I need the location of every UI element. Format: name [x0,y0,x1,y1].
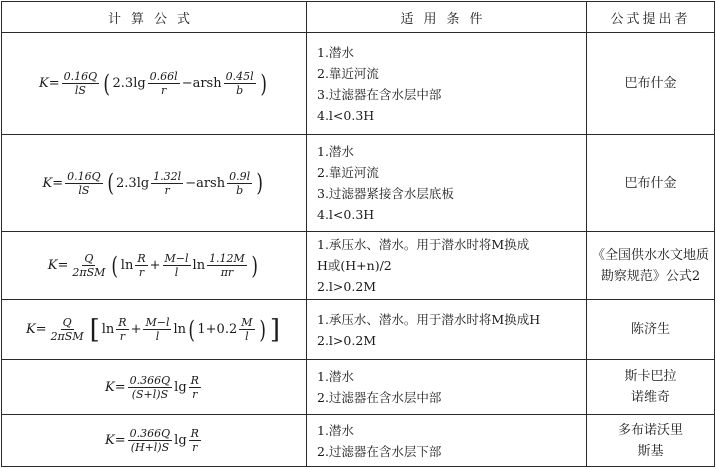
condition-item: 2.l>0.2M [317,279,377,294]
formula-cell [2,360,307,415]
formula-cell [2,135,307,232]
author-cell [587,135,715,232]
fraction [189,374,201,401]
fraction [189,427,201,454]
formula-term: 2.3lg [112,76,146,91]
left-paren: ( [103,69,111,98]
left-paren: ( [107,169,114,197]
formula [48,252,260,279]
table-row [2,33,715,135]
fraction-den: r [192,387,198,401]
fraction-den: r [119,330,126,343]
formula [105,427,203,454]
right-paren: ) [256,169,264,197]
fraction-den: r [192,441,198,454]
fraction-num: 0.45l [225,70,254,83]
coef-num: 0.16Q [63,70,98,83]
coef-fraction [49,316,86,343]
author-cell [587,232,715,300]
fraction [135,252,147,279]
fraction [163,252,191,279]
coef-den: 2πSM [72,266,106,279]
formula [105,374,203,401]
formula-term: 2.3lg [116,175,150,191]
header-conditions: 适用条件 [307,2,587,33]
author-name: 勘察规范》公式2 [600,268,701,284]
fraction-num: M−l [145,316,170,329]
author-name: 斯卡巴拉 [624,369,677,384]
fraction-den: πr [220,266,234,279]
fraction-num: 0.66l [149,70,178,83]
fraction [227,170,252,197]
formula-term: + [149,258,161,273]
coef-fraction [128,374,173,401]
coef-fraction [70,252,107,279]
condition-item: 1.潜水 [317,44,354,60]
fraction-den: b [236,183,244,197]
condition-item: 2.靠近河流 [317,165,379,180]
fraction [143,316,171,343]
formula-term: ln [173,322,187,337]
conditions-cell [307,135,587,232]
coef-fraction [65,170,103,197]
formula [39,70,269,97]
fraction-num: 1.32l [153,169,182,183]
formula-term: lg [174,379,187,395]
condition-item: 4.l<0.3H [317,107,375,123]
condition-item: 1.潜水 [317,422,354,438]
header-row [2,2,715,33]
formula-term: lg [174,433,187,448]
right-paren: ) [260,69,267,98]
coef-den: lS [78,183,90,197]
coef-num: 0.366Q [129,373,171,387]
formula-cell [2,232,307,300]
fraction [239,316,254,343]
condition-item: 1.潜水 [317,144,354,159]
fraction-num: R [190,373,199,387]
fraction-den: r [138,266,145,279]
fraction-den: b [236,84,244,97]
fraction [207,252,247,279]
formula-lhs: K= [105,379,126,395]
table-row [2,232,715,300]
fraction-num: R [190,427,199,440]
fraction-num: M [241,316,253,329]
left-paren: ( [188,315,195,344]
author-name: 巴布什金 [624,76,677,91]
formula-term: −arsh [185,175,226,191]
formula-table [1,1,715,467]
formula-lhs: K= [25,322,47,337]
condition-item: 1.潜水 [317,369,354,384]
fraction-den: l [174,266,179,279]
formula-cell [2,33,307,135]
author-cell [587,415,715,467]
conditions-cell [307,300,587,360]
formula-term: ln [101,322,115,337]
formula-cell [2,300,307,360]
coef-den: (H+l)S [130,441,170,454]
author-name: 诺维奇 [630,390,670,405]
formula-lhs: K= [105,433,126,448]
left-bracket: [ [89,314,100,345]
condition-item: 2.l>0.2M [317,332,377,348]
left-paren: ( [111,251,119,280]
right-paren: ) [251,251,258,280]
condition-item: 3.过滤器在含水层中部 [317,86,442,102]
condition-item: 1.承压水、潜水。用于潜水时将M换成 [317,237,530,252]
author-cell [587,360,715,415]
coef-num: 0.16Q [67,169,101,183]
author-cell [587,33,715,135]
condition-item: 3.过滤器紧接含水层底板 [317,186,454,201]
condition-item: 4.l<0.3H [317,207,375,222]
condition-item: 2.靠近河流 [317,65,379,81]
author-name: 多布诺沃里 [617,422,683,438]
formula-lhs: K= [42,175,64,191]
coef-fraction [62,70,100,97]
conditions-cell [307,33,587,135]
coef-den: lS [74,84,86,97]
fraction-den: r [161,84,167,97]
header-author: 公式提出者 [587,2,715,33]
fraction-den: r [164,183,170,197]
conditions-cell [307,232,587,300]
author-cell [587,300,715,360]
conditions-cell [307,360,587,415]
author-name: 斯基 [637,443,664,459]
condition-item: 1.承压水、潜水。用于潜水时将M换成H [317,311,541,327]
header-formula: 计算公式 [2,2,307,33]
formula-lhs: K= [47,258,69,273]
coef-den: (S+l)S [131,387,169,401]
condition-item: 2.过滤器在含水层下部 [317,443,442,459]
conditions-cell [307,415,587,467]
condition-item: 2.过滤器在含水层中部 [317,390,442,405]
formula-term: −arsh [181,76,222,91]
formula-lhs: K= [39,76,60,91]
table-row [2,415,715,467]
fraction [224,70,256,97]
fraction-num: R [137,252,146,265]
fraction-den: l [245,330,249,343]
coef-num: Q [62,316,72,329]
condition-item: H或(H+n)/2 [317,258,392,273]
fraction-num: 0.9l [229,169,251,183]
formula-term: ln [192,258,206,273]
author-name: 巴布什金 [624,175,677,191]
formula-cell [2,415,307,467]
formula-term: 1+0.2 [197,322,238,337]
right-bracket: ] [269,314,281,345]
fraction [148,70,180,97]
formula [43,170,266,197]
coef-den: 2πSM [50,330,84,343]
fraction-num: M−l [164,252,189,265]
author-name: 《全国供水水文地质 [591,247,709,263]
formula-term: ln [120,258,134,273]
fraction-den: l [155,330,160,343]
fraction-num: 1.12M [209,252,245,265]
coef-num: Q [84,252,94,265]
formula [26,316,282,343]
coef-fraction [128,427,173,454]
coef-num: 0.366Q [129,427,171,440]
table-row [2,360,715,415]
table-row [2,300,715,360]
fraction-num: R [118,316,127,329]
formula-term: + [130,322,142,337]
table-row [2,135,715,232]
author-name: 陈济生 [630,322,670,337]
fraction [151,170,183,197]
right-paren: ) [258,315,266,344]
fraction [116,316,128,343]
